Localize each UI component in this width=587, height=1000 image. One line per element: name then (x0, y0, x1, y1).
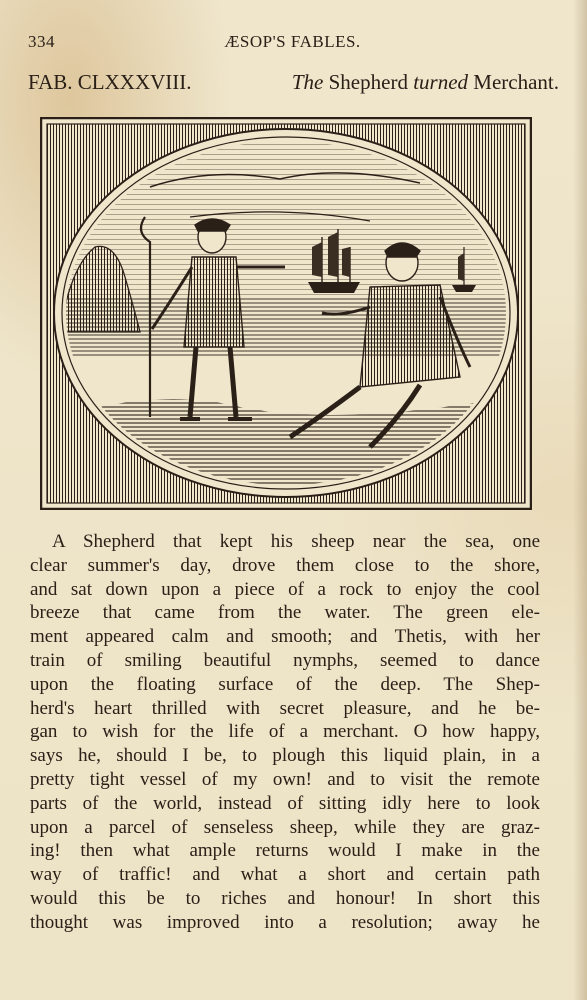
text-line: ment appeared calm and smooth; and Thetis, with her (30, 626, 540, 648)
running-head: ÆSOP'S FABLES. (224, 32, 361, 51)
text-line: upon the floating surface of the deep. The Shep- (30, 673, 540, 695)
title-turned: turned (413, 70, 469, 94)
text-line: A Shepherd that kept his sheep near the sea, one (52, 531, 540, 552)
title-merchant: Merchant. (473, 70, 559, 94)
fable-number: FAB. CLXXXVIII. (28, 70, 192, 94)
text-line: would this be to riches and honour! In short this (30, 887, 540, 909)
text-line: breeze that came from the water. The green ele- (30, 602, 540, 624)
text-line: way of traffic! and what a short and certain path (30, 864, 540, 886)
text-line: gan to wish for the life of a merchant. O how happy, (30, 721, 540, 743)
woodcut-engraving (40, 117, 532, 510)
fable-title (28, 70, 559, 95)
title-shepherd: Shepherd (328, 70, 408, 94)
text-line: pretty tight vessel of my own! and to visit the remote (30, 768, 540, 790)
fable-text (30, 530, 540, 935)
text-line: says he, should I be, to plough this liquid plain, in a (30, 745, 540, 767)
title-the: The (291, 70, 324, 94)
fable-name (292, 70, 559, 95)
text-line: clear summer's day, drove them close to the shore, (30, 554, 540, 576)
page-number: 334 (28, 32, 55, 51)
text-line: herd's heart thrilled with secret pleasure, and he be- (30, 697, 540, 719)
text-line: ing! then what ample returns would I make in the (30, 840, 540, 862)
text-line: parts of the world, instead of sitting idly here to look (30, 792, 540, 814)
text-line: and sat down upon a piece of a rock to enjoy the cool (30, 578, 540, 600)
page-edge (573, 0, 587, 1000)
text-line: upon a parcel of senseless sheep, while they are graz- (30, 816, 540, 838)
woodcut-illustration (40, 117, 532, 510)
text-line: train of smiling beautiful nymphs, seemed to dance (30, 649, 540, 671)
text-line: thought was improved into a resolution; away he (30, 911, 540, 933)
